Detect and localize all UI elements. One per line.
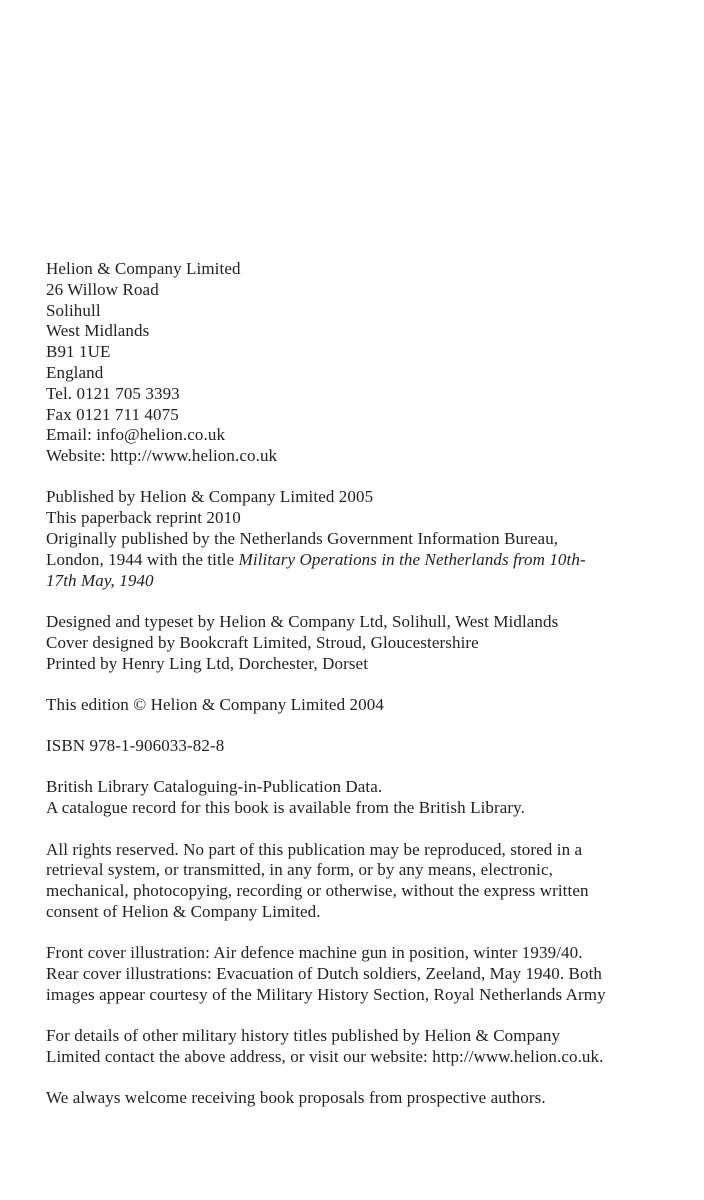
address-line: B91 1UE: [46, 342, 111, 362]
address-line: 26 Willow Road: [46, 279, 159, 299]
edition-copyright-line: This edition © Helion & Company Limited 2004: [46, 694, 384, 714]
address-line: Solihull: [46, 300, 101, 320]
copyright-page: [46, 259, 660, 1109]
publication-info-block: [46, 487, 660, 591]
image-courtesy-line: images appear courtesy of the Military History Section, Royal Netherlands Army: [46, 984, 606, 1004]
fax-line: Fax 0121 711 4075: [46, 404, 179, 424]
phone-line: Tel. 0121 705 3393: [46, 383, 180, 403]
proposals-block: [46, 1088, 660, 1109]
address-line: West Midlands: [46, 321, 150, 341]
typeset-credit-line: Designed and typeset by Helion & Company Ltd, Solihull, West Midlands: [46, 611, 559, 631]
front-cover-credit-line: Front cover illustration: Air defence machine gun in position, winter 1939/40.: [46, 943, 583, 963]
rights-line: All rights reserved. No part of this publication may be reproduced, stored in a: [46, 839, 583, 859]
isbn-block: [46, 736, 660, 757]
proposals-note-line: We always welcome receiving book proposals from prospective authors.: [46, 1088, 546, 1108]
other-titles-line: For details of other military history titles published by Helion & Company: [46, 1026, 561, 1046]
cataloguing-data-line: British Library Cataloguing-in-Publication Data.: [46, 777, 383, 797]
catalogue-record-line: A catalogue record for this book is available from the British Library.: [46, 798, 526, 818]
original-publication-line: Originally published by the Netherlands Government Information Bureau,: [46, 529, 559, 549]
rights-notice-block: [46, 840, 660, 923]
rights-line: consent of Helion & Company Limited.: [46, 901, 321, 921]
reprint-line: This paperback reprint 2010: [46, 508, 241, 528]
published-by-line: Published by Helion & Company Limited 2005: [46, 487, 374, 507]
original-title-prefix: London, 1944 with the title: [46, 549, 239, 569]
contact-website-line: Limited contact the above address, or visit our website: http://www.helion.co.uk.: [46, 1046, 604, 1066]
website-line: Website: http://www.helion.co.uk: [46, 446, 278, 466]
isbn-line: ISBN 978-1-906033-82-8: [46, 736, 225, 756]
printer-credit-line: Printed by Henry Ling Ltd, Dorchester, Dorset: [46, 653, 369, 673]
rear-cover-credit-line: Rear cover illustrations: Evacuation of Dutch soldiers, Zeeland, May 1940. Both: [46, 964, 603, 984]
address-line: England: [46, 362, 104, 382]
rights-line: mechanical, photocopying, recording or otherwise, without the express written: [46, 881, 589, 901]
cover-credits-block: [46, 943, 660, 1005]
publisher-address-block: [46, 259, 660, 467]
contact-info-block: [46, 1026, 660, 1068]
publisher-name: Helion & Company Limited: [46, 259, 241, 278]
original-title-italic: Military Operations in the Netherlands from 10th-: [238, 549, 586, 569]
edition-copyright-block: [46, 695, 660, 716]
email-line: Email: info@helion.co.uk: [46, 425, 226, 445]
rights-line: retrieval system, or transmitted, in any form, or by any means, electronic,: [46, 860, 553, 880]
british-library-block: [46, 777, 660, 819]
cover-design-credit-line: Cover designed by Bookcraft Limited, Stroud, Gloucestershire: [46, 632, 479, 652]
original-title-line: [46, 550, 660, 571]
original-title-continuation: 17th May, 1940: [46, 570, 154, 590]
production-credits-block: [46, 612, 660, 674]
